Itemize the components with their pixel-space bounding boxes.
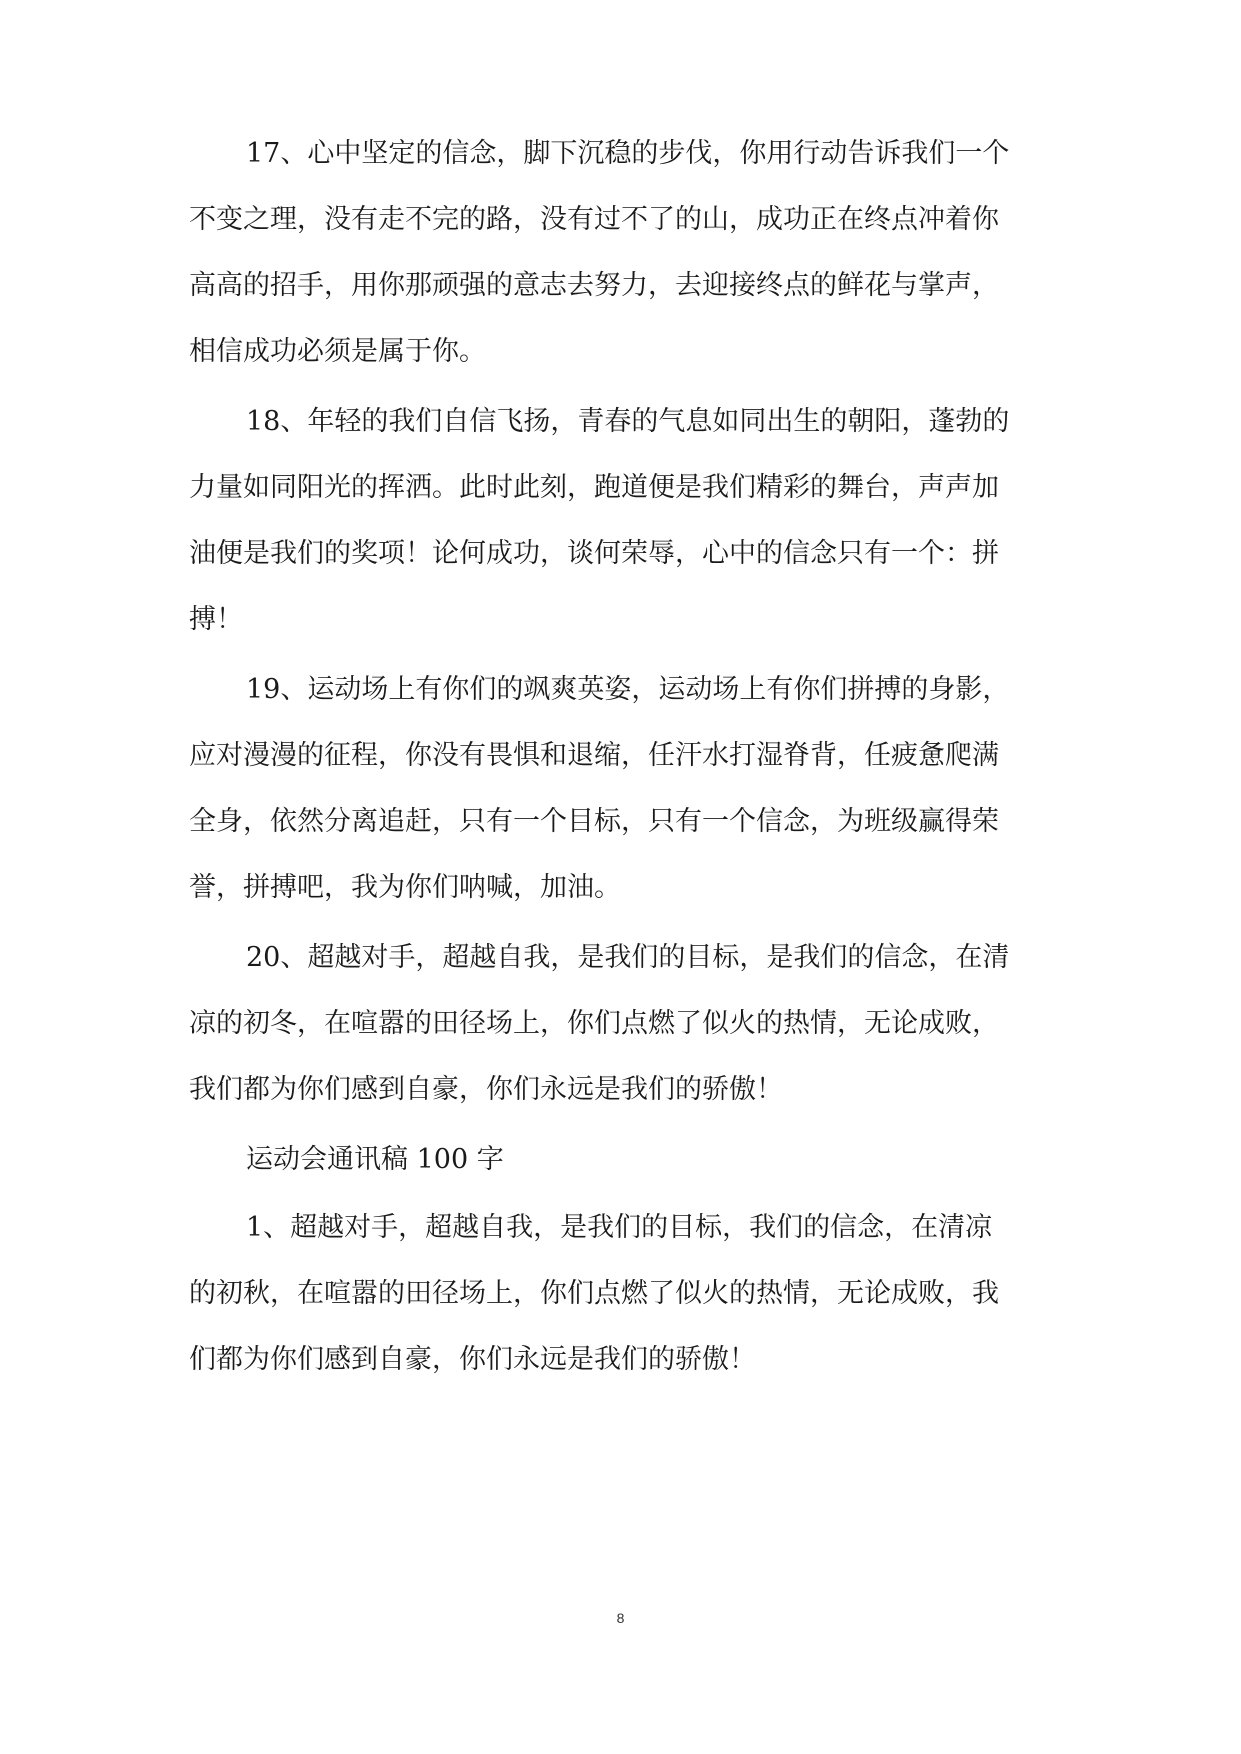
- paragraph-19-line-3: 全身，依然分离追赶，只有一个目标，只有一个信念，为班级赢得荣: [189, 806, 999, 837]
- paragraph-17-line-3: 高高的招手，用你那顽强的意志去努力，去迎接终点的鲜花与掌声，: [189, 270, 999, 301]
- paragraph-19-line-2: 应对漫漫的征程，你没有畏惧和退缩，任汗水打湿脊背，任疲惫爬满: [189, 740, 999, 771]
- paragraph-18-line-1: 18、年轻的我们自信飞扬，青春的气息如同出生的朝阳，蓬勃的: [246, 406, 1010, 437]
- paragraph-19-line-1: 19、运动场上有你们的飒爽英姿，运动场上有你们拼搏的身影，: [246, 674, 1010, 705]
- paragraph-1-line-2: 的初秋，在喧嚣的田径场上，你们点燃了似火的热情，无论成败，我: [189, 1278, 999, 1309]
- page-number: 8: [616, 1610, 625, 1626]
- paragraph-20-line-3: 我们都为你们感到自豪，你们永远是我们的骄傲！: [189, 1074, 783, 1105]
- paragraph-19-line-4: 誉，拼搏吧，我为你们呐喊，加油。: [189, 872, 621, 903]
- paragraph-20-line-1: 20、超越对手，超越自我，是我们的目标，是我们的信念，在清: [246, 942, 1010, 973]
- paragraph-17-line-2: 不变之理，没有走不完的路，没有过不了的山，成功正在终点冲着你: [189, 204, 999, 235]
- paragraph-17-line-4: 相信成功必须是属于你。: [189, 336, 486, 367]
- paragraph-18-line-2: 力量如同阳光的挥洒。此时此刻，跑道便是我们精彩的舞台，声声加: [189, 472, 999, 503]
- paragraph-1-line-3: 们都为你们感到自豪，你们永远是我们的骄傲！: [189, 1344, 756, 1375]
- paragraph-1-line-1: 1、超越对手，超越自我，是我们的目标，我们的信念，在清凉: [246, 1212, 993, 1243]
- paragraph-20-line-2: 凉的初冬，在喧嚣的田径场上，你们点燃了似火的热情，无论成败，: [189, 1008, 999, 1039]
- section-heading: 运动会通讯稿 100 字: [246, 1144, 504, 1175]
- paragraph-18-line-4: 搏！: [189, 604, 243, 635]
- paragraph-17-line-1: 17、心中坚定的信念，脚下沉稳的步伐，你用行动告诉我们一个: [246, 138, 1010, 169]
- paragraph-18-line-3: 油便是我们的奖项！论何成功，谈何荣辱，心中的信念只有一个：拼: [189, 538, 999, 569]
